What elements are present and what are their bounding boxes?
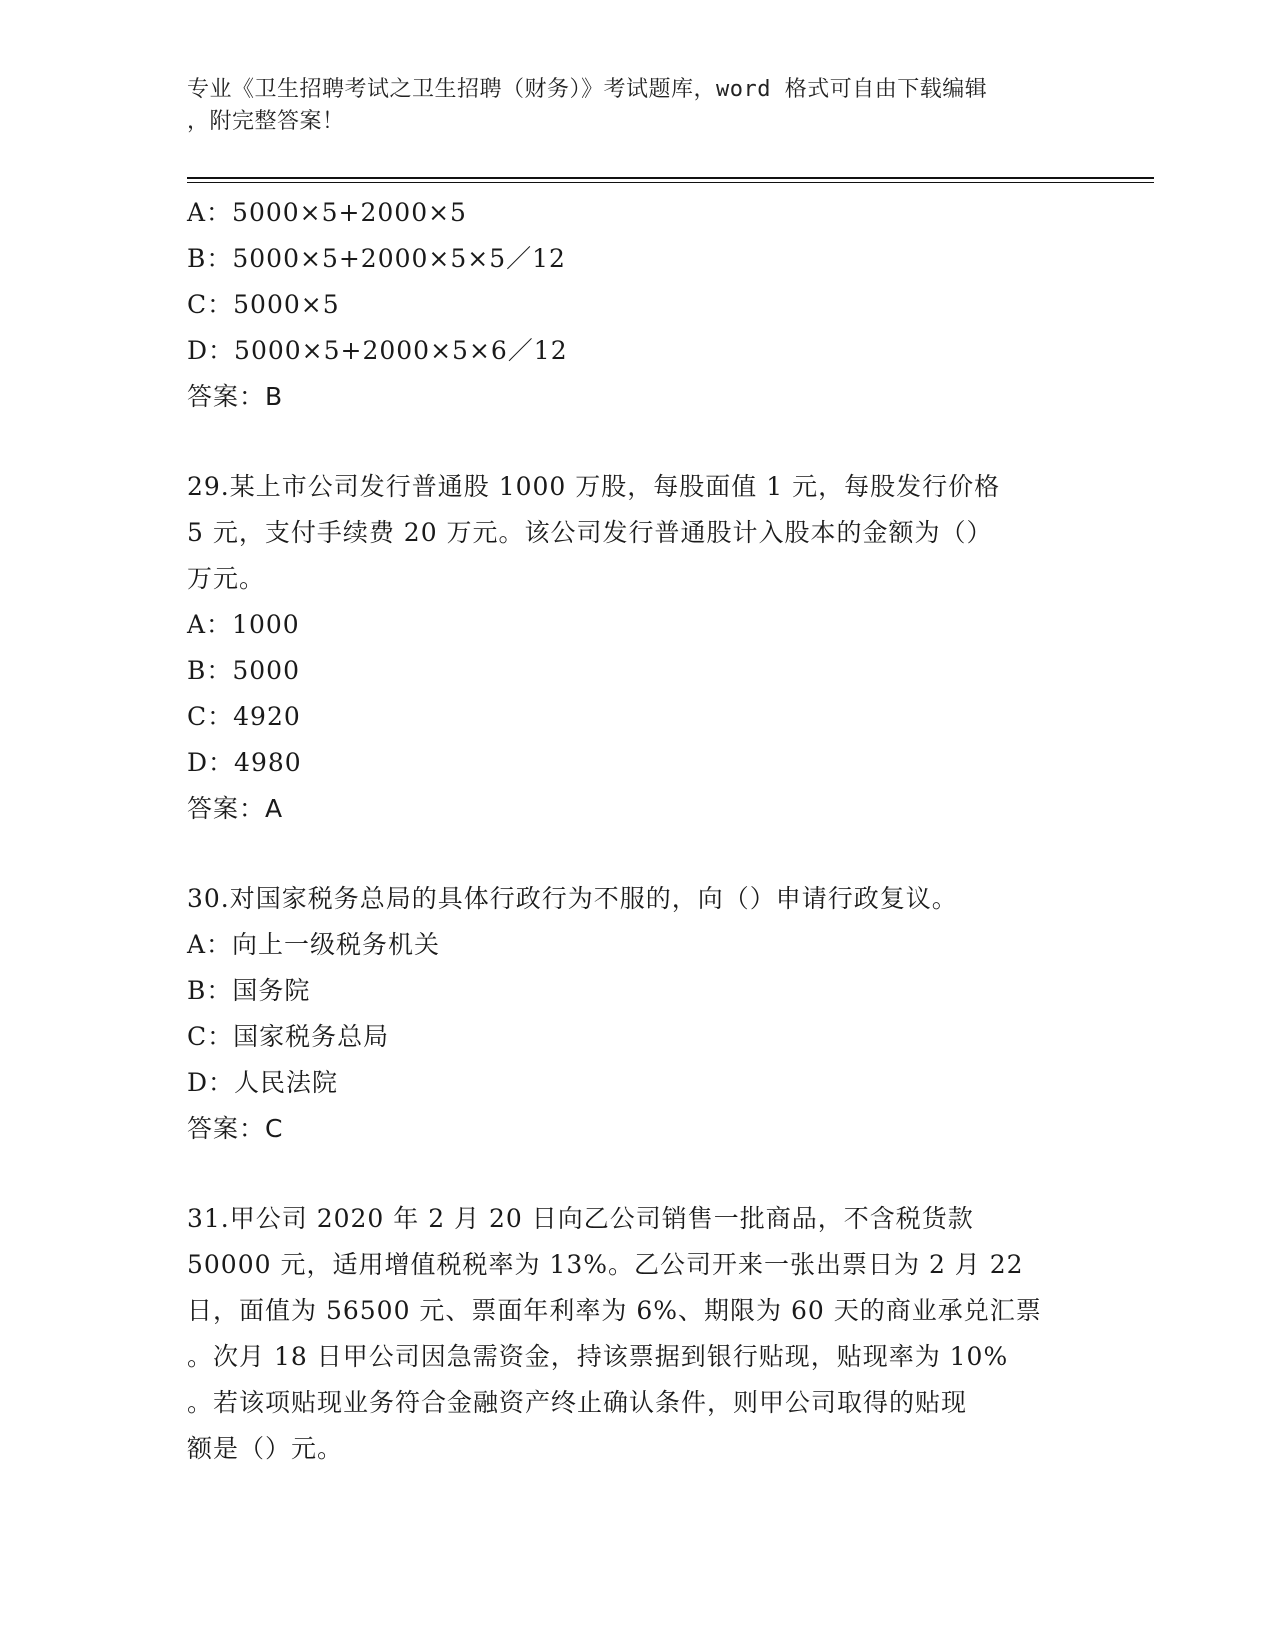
question-stem-line: 31.甲公司 2020 年 2 月 20 日向乙公司销售一批商品，不含税货款 xyxy=(187,1204,974,1233)
answer-line: 答案：C xyxy=(187,1114,284,1143)
answer-line: 答案：B xyxy=(187,382,284,411)
question-stem-line: 30.对国家税务总局的具体行政行为不服的，向（）申请行政复议。 xyxy=(187,884,958,913)
header-line-1: 专业《卫生招聘考试之卫生招聘（财务）》考试题库，word 格式可自由下载编辑 xyxy=(187,77,988,102)
option-c: C：国家税务总局 xyxy=(187,1022,390,1051)
option-c: C：4920 xyxy=(187,702,301,731)
question-29 xyxy=(187,464,1087,832)
option-a: A：1000 xyxy=(187,610,300,639)
page-header xyxy=(187,74,1067,138)
question-stem-line: 日，面值为 56500 元、票面年利率为 6%、期限为 60 天的商业承兑汇票 xyxy=(187,1296,1042,1325)
header-line-2: ，附完整答案！ xyxy=(187,109,345,134)
question-31 xyxy=(187,1196,1087,1472)
option-c: C：5000×5 xyxy=(187,290,340,319)
question-stem-line: 29.某上市公司发行普通股 1000 万股，每股面值 1 元，每股发行价格 xyxy=(187,472,1001,501)
question-stem-line: 万元。 xyxy=(187,564,266,593)
option-d: D：4980 xyxy=(187,748,302,777)
question-stem-line: 5 元，支付手续费 20 万元。该公司发行普通股计入股本的金额为（） xyxy=(187,518,993,547)
header-divider-thick xyxy=(187,177,1154,179)
option-b: B：国务院 xyxy=(187,976,311,1005)
option-a: A：向上一级税务机关 xyxy=(187,930,441,959)
question-stem-line: 。次月 18 日甲公司因急需资金，持该票据到银行贴现，贴现率为 10% xyxy=(187,1342,1009,1371)
option-b: B：5000×5+2000×5×5／12 xyxy=(187,244,566,273)
question-28 xyxy=(187,190,1087,420)
option-d: D：人民法院 xyxy=(187,1068,339,1097)
option-b: B：5000 xyxy=(187,656,300,685)
option-d: D：5000×5+2000×5×6／12 xyxy=(187,336,568,365)
question-list xyxy=(187,190,1087,1472)
question-stem-line: 50000 元，适用增值税税率为 13%。乙公司开来一张出票日为 2 月 22 xyxy=(187,1250,1024,1279)
option-a: A：5000×5+2000×5 xyxy=(187,198,467,227)
question-30 xyxy=(187,876,1087,1152)
answer-line: 答案：A xyxy=(187,794,284,823)
header-divider-thin xyxy=(187,182,1154,183)
question-stem-line: 额是（）元。 xyxy=(187,1434,344,1463)
question-stem-line: 。若该项贴现业务符合金融资产终止确认条件，则甲公司取得的贴现 xyxy=(187,1388,968,1417)
